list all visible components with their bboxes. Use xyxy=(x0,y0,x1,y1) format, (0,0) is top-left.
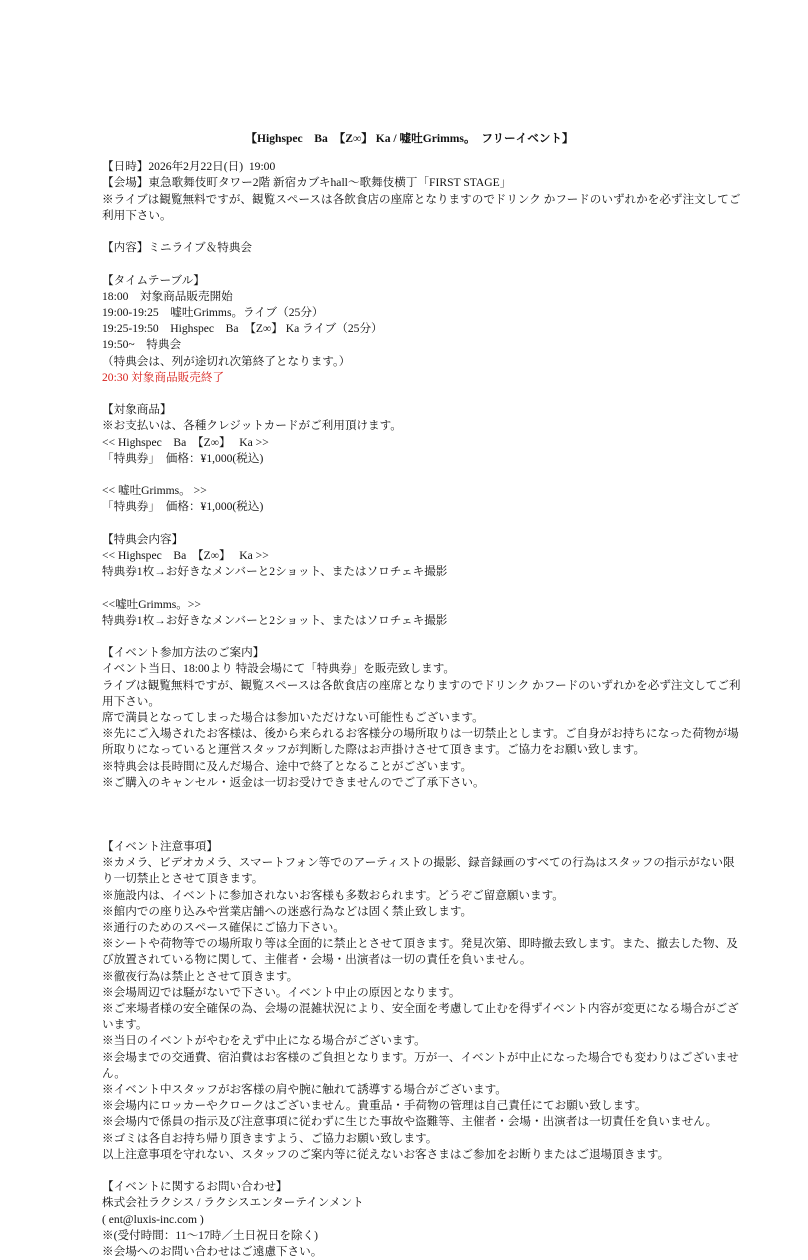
spacer xyxy=(102,516,742,532)
notes-line: ※ご来場者様の安全確保の為、会場の混雑状況により、安全面を考慮して止むを得ずイベント内容が変更になる場合がございます。 xyxy=(102,1002,739,1032)
event-date: 【日時】2026年2月22日(日) 19:00 xyxy=(102,160,276,174)
benefit-description: 特典券1枚→お好きなメンバーと2ショット、またはソロチェキ撮影 xyxy=(102,613,448,627)
contact-hours: ※(受付時間：11〜17時／土日祝日を除く) xyxy=(102,1228,318,1242)
notes-line: ※イベント中スタッフがお客様の肩や腕に触れて誘導する場合がございます。 xyxy=(102,1083,507,1097)
notes-line: ※会場内で係員の指示及び注意事項に従わずに生じた事故や盗難等、主催者・会場・出演者は一切責任を負いません。 xyxy=(102,1115,718,1129)
notes-heading: 【イベント注意事項】 xyxy=(102,840,218,854)
notes-line: ※ゴミは各自お持ち帰り頂きますよう、ご協力お願い致します。 xyxy=(102,1131,438,1145)
participation-line: ※ご購入のキャンセル・返金は一切お受けできませんのでご了承下さい。 xyxy=(102,775,485,789)
contact-company: 株式会社ラクシス / ラクシスエンターテインメント xyxy=(102,1196,364,1210)
spacer xyxy=(102,256,742,272)
document-title: 【Highspec Ba 【Z∞】 Ka / 嘘吐Grimms。 フリーイベント】 xyxy=(245,132,574,145)
benefits-heading: 【特典会内容】 xyxy=(102,532,184,546)
timetable-end-note: 20:30 対象商品販売終了 xyxy=(102,370,225,384)
event-venue: 【会場】東急歌舞伎町タワー2階 新宿カブキhall〜歌舞伎横丁「FIRST STAGE」 xyxy=(102,176,512,190)
notes-line: ※館内での座り込みや営業店舗への迷惑行為などは固く禁止致します。 xyxy=(102,904,473,918)
participation-line: ライブは観覧無料ですが、観覧スペースは各飲食店の座席となりますのでドリンク かフードのいずれかを必ず注文してご利用下さい。 xyxy=(102,678,741,708)
timetable-item: 18:00 対象商品販売開始 xyxy=(102,289,233,303)
contact-venue-note: ※会場へのお問い合わせはご遠慮下さい。 xyxy=(102,1245,323,1259)
notes-line: ※施設内は、イベントに参加されないお客様も多数おられます。どうぞご留意願います。 xyxy=(102,888,564,902)
product-ticket: 「特典券」 価格：¥1,000(税込) xyxy=(102,500,264,514)
timetable-item: 19:25-19:50 Highspec Ba 【Z∞】 Ka ライブ（25分） xyxy=(102,322,383,336)
timetable-item: 19:00-19:25 嘘吐Grimms。ライブ（25分） xyxy=(102,306,324,319)
product-ticket: 「特典券」 価格：¥1,000(税込) xyxy=(102,451,264,465)
event-note: ※ライブは観覧無料ですが、観覧スペースは各飲食店の座席となりますのでドリンク かフードのいずれかを必ず注文してご利用下さい。 xyxy=(102,192,741,222)
spacer xyxy=(102,1163,742,1179)
spacer xyxy=(102,791,742,839)
notes-line: ※シートや荷物等での場所取り等は全面的に禁止とさせて頂きます。発見次第、即時撤去致します。また、撤去した物、及び放置されている物に関して、主催者・会場・出演者は一切の責任を負いません。 xyxy=(102,937,738,967)
participation-line: 席で満員となってしまった場合は参加いただけない可能性もございます。 xyxy=(102,711,484,724)
notes-line: ※カメラ、ビデオカメラ、スマートフォン等でのアーティストの撮影、録音録画のすべての行為はスタッフの指示がない限り一切禁止とさせて頂きます。 xyxy=(102,856,735,886)
benefit-group-name: <<嘘吐Grimms。>> xyxy=(102,597,201,611)
timetable-item: （特典会は、列が途切れ次第終了となります。） xyxy=(102,354,351,368)
participation-line: イベント当日、18:00より 特設会場にて「特典券」を販売致します。 xyxy=(102,662,456,676)
timetable-heading: 【タイムテーブル】 xyxy=(102,273,205,287)
spacer xyxy=(102,224,742,240)
products-heading: 【対象商品】 xyxy=(102,403,172,417)
spacer xyxy=(102,467,742,483)
product-group-name: << 嘘吐Grimms。 >> xyxy=(102,484,207,498)
participation-heading: 【イベント参加方法のご案内】 xyxy=(102,646,265,660)
spacer xyxy=(102,580,742,596)
notes-line: ※当日のイベントがやむをえず中止になる場合がございます。 xyxy=(102,1034,426,1048)
notes-line: ※会場内にロッカーやクロークはございません。貴重品・手荷物の管理は自己責任にてお願い致します。 xyxy=(102,1099,647,1113)
benefit-description: 特典券1枚→お好きなメンバーと2ショット、またはソロチェキ撮影 xyxy=(102,565,448,579)
benefit-group-name: << Highspec Ba 【Z∞】 Ka >> xyxy=(102,549,269,562)
event-content: 【内容】ミニライブ＆特典会 xyxy=(102,241,253,255)
notes-line: 以上注意事項を守れない、スタッフのご案内等に従えないお客さまはご参加をお断りまたはご退場頂きます。 xyxy=(102,1147,670,1161)
notes-line: ※会場までの交通費、宿泊費はお客様のご負担となります。万が一、イベントが中止になった場合でも変わりはございません。 xyxy=(102,1050,739,1080)
event-document xyxy=(102,131,742,1260)
notes-line: ※徹夜行為は禁止とさせて頂きます。 xyxy=(102,969,299,983)
notes-line: ※通行のためのスペース確保にご協力下さい。 xyxy=(102,921,345,935)
participation-line: ※特典会は長時間に及んだ場合、途中で終了となることがございます。 xyxy=(102,759,473,773)
product-group-name: << Highspec Ba 【Z∞】 Ka >> xyxy=(102,435,269,449)
timetable-item: 19:50~ 特典会 xyxy=(102,338,182,352)
products-note: ※お支払いは、各種クレジットカードがご利用頂けます。 xyxy=(102,419,402,433)
participation-line: ※先にご入場されたお客様は、後から来られるお客様分の場所取りは一切禁止とします。ご自身がお持ちになった荷物が場所取りになっていると運営スタッフが判断した際はお声掛けさせて頂きます。ご協力をお願い致します。 xyxy=(102,727,739,757)
spacer xyxy=(102,386,742,402)
contact-email: ( ent@luxis-inc.com ) xyxy=(102,1212,204,1226)
notes-line: ※会場周辺では騒がないで下さい。イベント中止の原因となります。 xyxy=(102,985,461,999)
spacer xyxy=(102,629,742,645)
contact-heading: 【イベントに関するお問い合わせ】 xyxy=(102,1180,288,1194)
